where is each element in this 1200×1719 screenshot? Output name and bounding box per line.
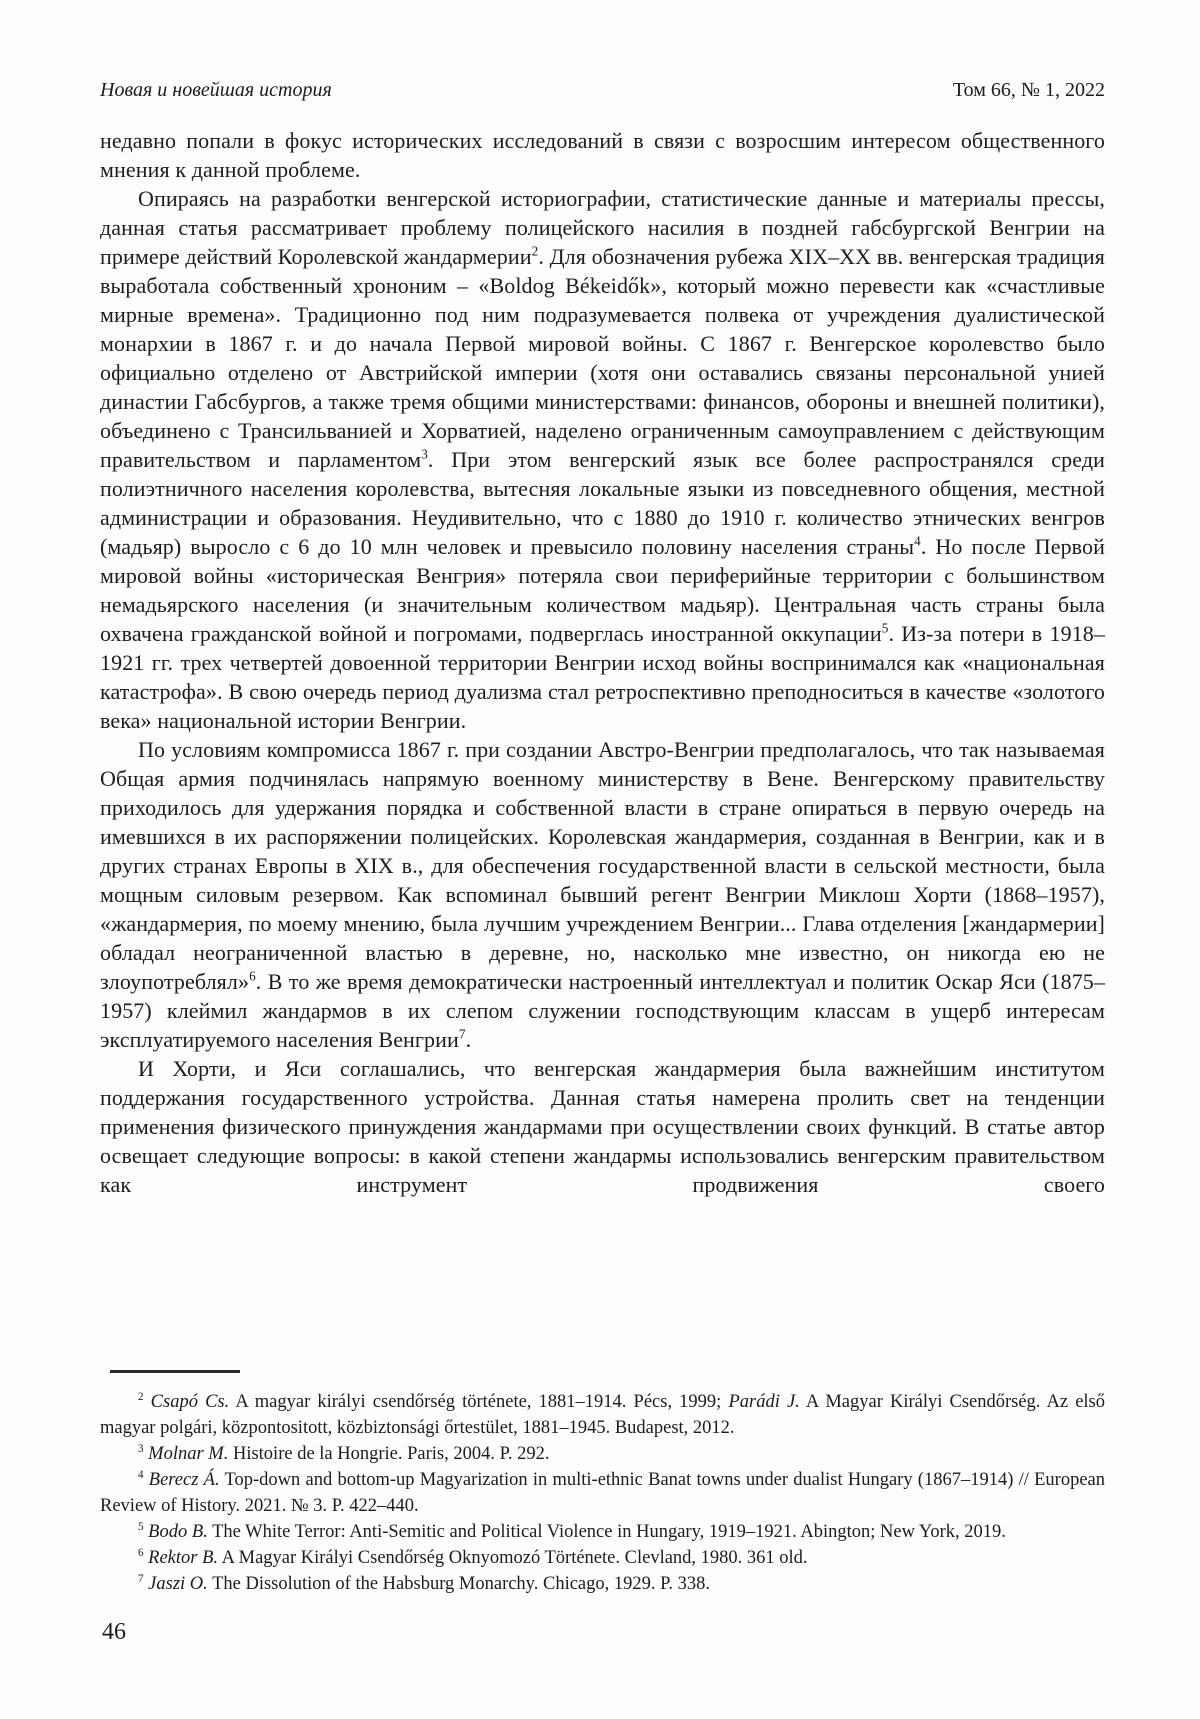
paragraph: Опираясь на разработки венгерской историографии, статистические данные и материалы прессы, данная статья рассматривает проблему полицейского насилия в поздней габсбургской Венгрии на примере действий Королевской жандармерии$^2$. Для обозначения рубежа XIX–XX вв. венгерская традиция выработала собственный хрононим – «Boldog Békeidők», который можно перевести как «счастливые мирные времена». Традиционно под ним подразумевается полвека от учреждения дуалистической монархии в 1867 г. и до начала Первой мировой войны. С 1867 г. Венгерское королевство было официально отделено от Австрийской империи (хотя они оставались связаны персональной унией династии Габсбургов, а также тремя общими министерствами: финансов, обороны и внешней политики), объединено с Трансильванией и Хорватией, наделено ограниченным самоуправлением с действующим правительством и парламентом$^3$. При этом венгерский язык все более распространялся среди полиэтничного населения королевства, вытесняя локальные языки из повседневного общения, местной администрации и образования. Неудивительно, что с 1880 до 1910 г. количество этнических венгров (мадьяр) выросло с 6 до 10 млн человек и превысило половину населения страны$^4$. Но после Первой мировой войны «историческая Венгрия» потеряла свои периферийные территории с большинством немадьярского населения (и значительным количеством мадьяр). Центральная часть страны была охвачена гражданской войной и погромами, подверглась иностранной оккупации$^5$. Из-за потери в 1918–1921 гг. трех четвертей довоенной территории Венгрии исход войны воспринимался как «национальная катастрофа». В свою очередь период дуализма стал ретроспективно преподноситься в качестве «золотого века» национальной истории Венгрии. <box>100 186 1106 733</box>
footnote: $^6$ Rektor B. A Magyar Királyi Csendőrség Oknyomozó Története. Clevland, 1980. 361 old. <box>138 1546 808 1568</box>
footnote: $^2$ Csapó Cs. A magyar királyi csendőrség története, 1881–1914. Pécs, 1999; Parádi J. A Magyar Királyi Csendőrség. Az első magyar polgári, központositott, közbiztonsági őrtestület, 1881–1945. Budapest, 2012. <box>100 1390 1106 1438</box>
footnote-separator <box>110 1370 240 1373</box>
footnote: $^3$ Molnar M. Histoire de la Hongrie. Paris, 2004. P. 292. <box>138 1442 550 1464</box>
footnote: $^7$ Jaszi O. The Dissolution of the Habsburg Monarchy. Chicago, 1929. P. 338. <box>138 1572 710 1594</box>
footnote-block <box>100 1346 1105 1597</box>
page-header <box>100 78 1105 102</box>
paragraph: недавно попали в фокус исторических исследований в связи с возросшим интересом общественного мнения к данной проблеме. <box>100 128 1105 182</box>
footnote: $^4$ Berecz Á. Top-down and bottom-up Magyarization in multi-ethnic Banat towns under dualist Hungary (1867–1914) // European Review of History. 2021. № 3. P. 422–440. <box>100 1468 1105 1516</box>
footnotes <box>100 1389 1105 1597</box>
issue-info: Том 66, № 1, 2022 <box>952 79 1105 101</box>
paragraph: И Хорти, и Яси соглашались, что венгерская жандармерия была важнейшим институтом поддержания государственного устройства. Данная статья намерена пролить свет на тенденции применения физического принуждения жандармами при осуществлении своих функций. В статье автор освещает следующие вопросы: в какой степени жандармы использовались венгерским правительством как инструмент продвижения своего <box>100 1056 1105 1197</box>
page-number: 46 <box>102 1619 126 1645</box>
article-body <box>100 126 1105 1199</box>
paragraph: По условиям компромисса 1867 г. при создании Австро-Венгрии предполагалось, что так называемая Общая армия подчинялась напрямую военному министерству в Вене. Венгерскому правительству приходилось для удержания порядка и собственной власти в стране опираться в первую очередь на имевшихся в их распоряжении полицейских. Королевская жандармерия, созданная в Венгрии, как и в других странах Европы в XIX в., для обеспечения государственной власти в сельской местности, была мощным силовым резервом. Как вспоминал бывший регент Венгрии Миклош Хорти (1868–1957), «жандармерия, по моему мнению, была лучшим учреждением Венгрии... Глава отделения [жандармерии] обладал неограниченной властью в деревне, но, насколько мне известно, он никогда ею не злоупотреблял»$^6$. В то же время демократически настроенный интеллектуал и политик Оскар Яси (1875–1957) клеймил жандармов в их слепом служении господствующим классам в ущерб интересам эксплуатируемого населения Венгрии$^7$. <box>100 737 1105 1052</box>
footnote: $^5$ Bodo B. The White Terror: Anti-Semitic and Political Violence in Hungary, 1919–1921. Abington; New York, 2019. <box>138 1520 1006 1542</box>
journal-title: Новая и новейшая история <box>100 79 332 101</box>
